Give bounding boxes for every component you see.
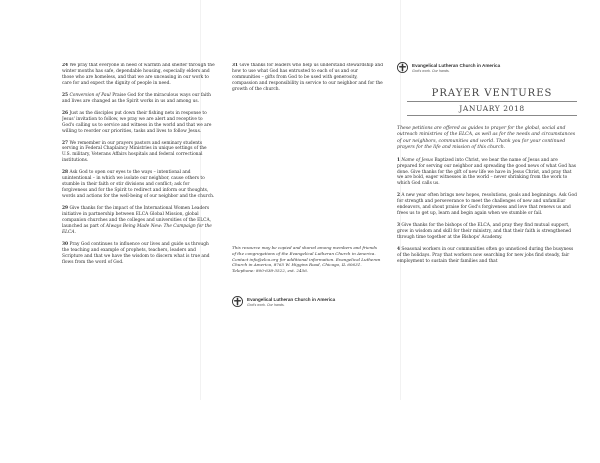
petition-25: 25 Conversion of Paul Praise God for the miraculous ways our faith and lives are changed as the Spirit works in us and among us.: [62, 92, 211, 104]
petition-30: 30 Pray God continues to influence our lives and guide us through the teaching and example of prophets, teachers, leaders and Scripture and that we have the wisdom to discern what is true and flows from the word of God.: [62, 241, 210, 265]
petition-27: 27 We remember in our prayers pastors and seminary students serving in Federal Chaplaincy Ministries in unique settings of the U.S. military, Veterans Affairs hospitals and federal correctional institutions.: [62, 140, 207, 164]
intro-text: These petitions are offered as guides to prayer for the global, social and outreach ministries of the ELCA, as well as for the needs and circumstances of our neighbors, communities and world. Thank you for your continued prayers for the life and mission of this church.: [397, 126, 576, 151]
petition-1: 1 Name of Jesus Baptized into Christ, we bear the name of Jesus and are prepared for serving our neighbor and spreading the good news of what God has done. Give thanks for the gift of new life we have in Jesus Christ, and pray that we are bold, eager witnesses in the world – never shrinking from the work to which God calls us.: [397, 157, 577, 187]
logo-name: Evangelical Lutheran Church in America: [247, 296, 336, 302]
logo-name: Evangelical Lutheran Church in America: [412, 62, 501, 68]
prayer-column-left: [62, 63, 216, 463]
title-block: [407, 88, 577, 116]
petition-24: 24 We pray that everyone in need of warmth and shelter through the winter months has safe, dependable housing, especially elders and those who are homeless, and that we are unceasing in our work to care for and expect the dignity of people in need.: [62, 63, 215, 86]
logo-tagline: God's work. Our hands.: [247, 302, 285, 307]
logo-tagline: God's work. Our hands.: [412, 68, 450, 73]
petition-4: 4 Seasonal workers in our communities often go unnoticed during the busyness of the holidays. Pray that workers now searching for new jobs find steady, fair employment to sustain their families and that: [397, 247, 574, 264]
elca-cross-icon: [397, 62, 408, 73]
prayer-column-right: [397, 62, 577, 462]
elca-logo-footer: [232, 296, 335, 307]
page-subtitle: JANUARY 2018: [407, 104, 577, 116]
petition-29: 29 Give thanks for the impact of the International Women Leaders initiative in partnership between ELCA Global Mission, global companion churches and the colleges and universities of the ELCA, launched as part of Always Being Made New: The Campaign for the ELCA.: [62, 206, 212, 235]
petition-26: 26 Just as the disciples put down their fishing nets in response to Jesus' invitation to follow, we pray we are alert and receptive to God's calling us to service and witness in the world and that we are willing to reorder our priorities, tasks and lives to follow Jesus.: [62, 110, 212, 134]
petition-28: 28 Ask God to open our eyes to the ways – intentional and unintentional – in which we isolate our neighbor, cause others to stumble in their faith or stir divisions and conflict; ask for forgiveness and for the Spirit to redirect and inform our thoughts, words and actions for the well-being of our neighbor and the church.: [62, 170, 215, 200]
petition-31: 31 Give thanks for leaders who help us understand stewardship and how to use what God has entrusted to each of us and our communities – gifts from God to be used with generosity, compassion and responsibility in service to our neighbor and for the growth of the church.: [232, 63, 383, 92]
elca-logo-header: [397, 62, 577, 73]
petition-3: 3 Give thanks for the bishops of the ELCA, and pray they find mutual support, grow in wisdom and skill for their ministry, and that their faith is strengthened through time together at the Bishops' Academy.: [397, 223, 572, 241]
copy-permission-notice: This resource may be copied and shared among members and friends of the congregations of the Evangelical Lutheran Church in America. Contact info@elca.org for additional information. Evangelical Lutheran Church in America, 8765 W. Higgins Road, Chicago, IL 60631. Telephone: 800-638-3522, ext. 2456.: [232, 245, 381, 274]
petition-2: 2 A new year often brings new hopes, resolutions, goals and beginnings. Ask God for strength and perseverance to meet the challenges of new and unfamiliar endeavors, and shout praise for God's forgiveness and love that renews us and frees us to get up, learn and begin again when we stumble or fail.: [397, 193, 577, 217]
page-title: PRAYER VENTURES: [407, 88, 577, 102]
elca-cross-icon: [232, 296, 243, 307]
